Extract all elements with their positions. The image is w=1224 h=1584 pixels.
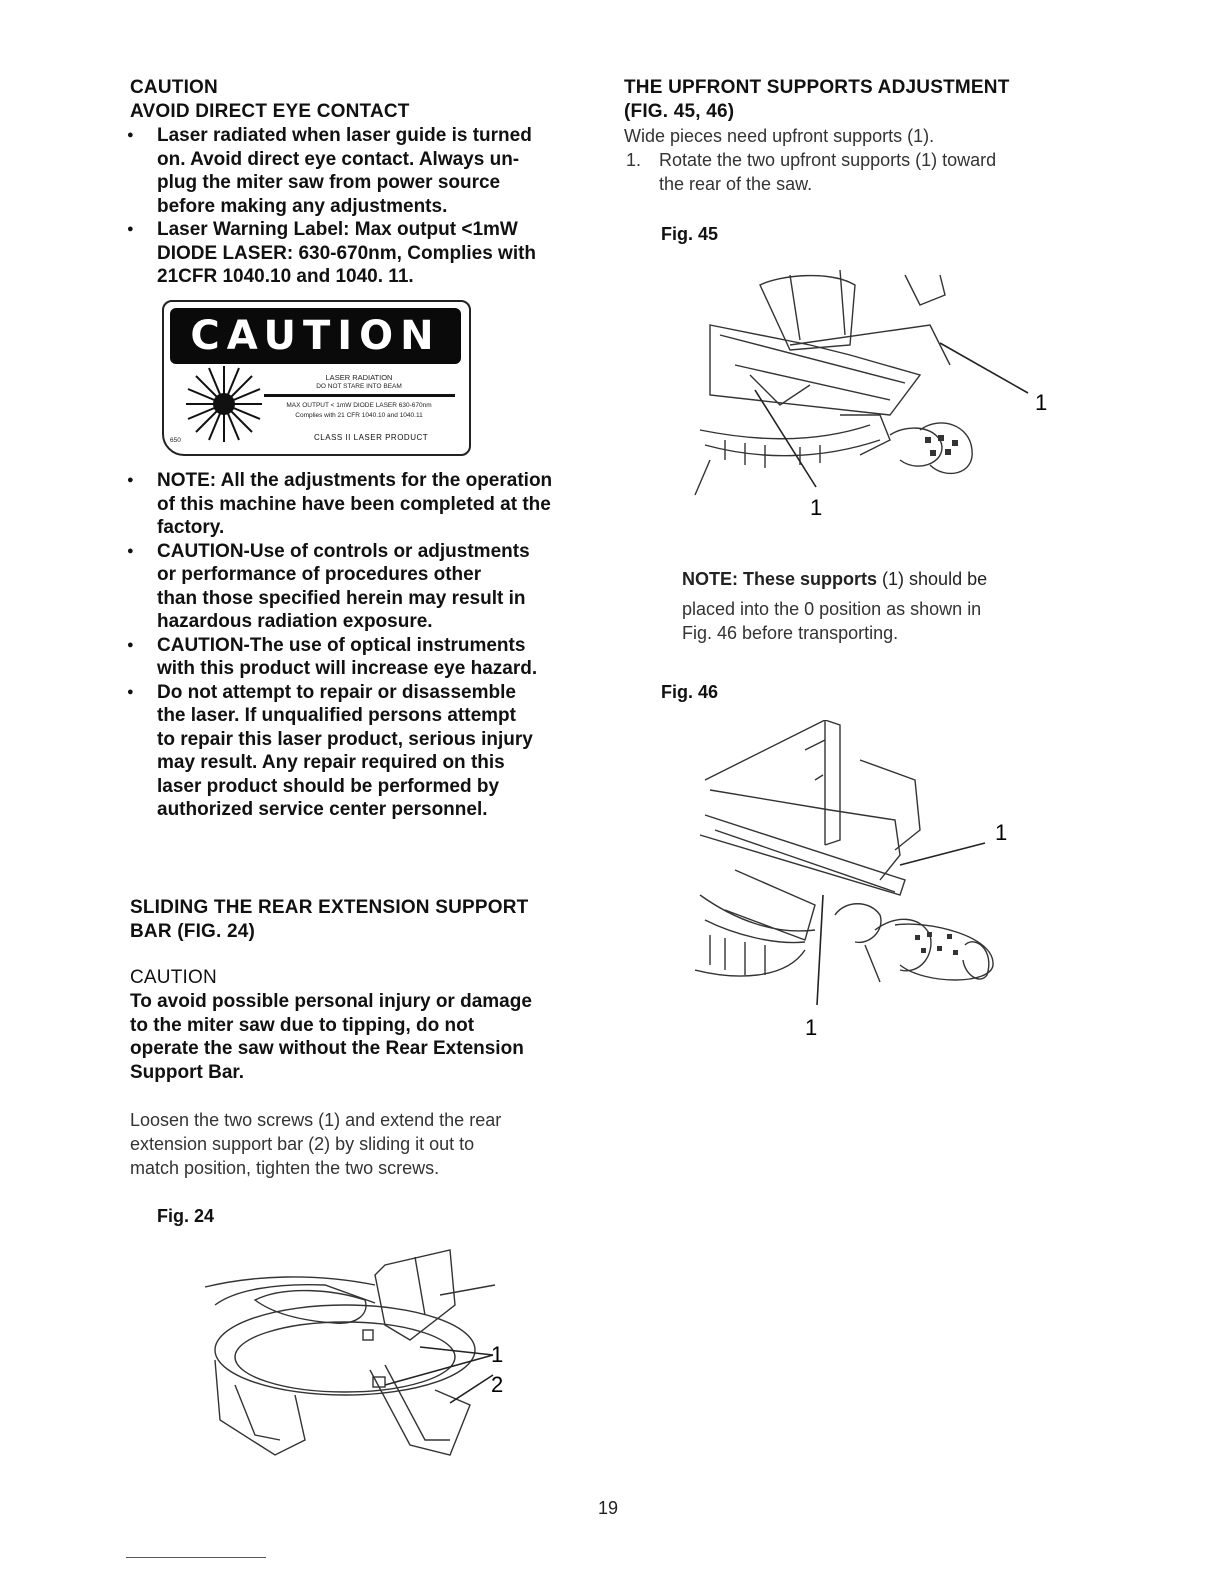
sliding-heading: SLIDING THE REAR EXTENSION SUPPORT BAR (FIG. 24) [130,897,529,942]
step-text: Rotate the two upfront supports (1) toward the rear of the saw. [659,150,997,194]
fig-45-callout-2: 1 [810,495,823,520]
label-divider [264,394,455,397]
laser-caution-label: CAUTION LASER RADIATION DO NOT STARE INTO BEAM MAX OUTPUT < 1mW DIODE LASER 630-670nm Complies with 21 CFR 1040.10 and 1040.11 CLASS II LASER PRODUCT 650 [162,300,471,456]
laser-starburst-icon [184,364,264,444]
fig-45-illustration [690,265,1070,525]
fig-46-label: Fig. 46 [661,682,719,702]
list-item: ● Laser radiated when laser guide is turned on. Avoid direct eye contact. Always un- plug the miter saw from power source before making any adjustments. [127,124,597,218]
list-item: ● Laser Warning Label: Max output <1mW DIODE LASER: 630-670nm, Complies with 21CFR 1040.10 and 1040. 11. [127,218,597,289]
transport-note-rest: placed into the 0 position as shown in Fig. 46 before transporting. [682,599,982,643]
list-item: ● CAUTION-Use of controls or adjustments or performance of procedures other than those specified herein may result in hazardous radiation exposure. [127,540,607,634]
fig-24-label: Fig. 24 [157,1206,215,1226]
list-item: ● NOTE: All the adjustments for the operation of this machine have been completed at the factory. [127,469,607,540]
caution-heading: CAUTION [130,77,218,98]
list-item: ● Do not attempt to repair or disassemble the laser. If unqualified persons attempt to repair this laser product, serious injury may result. Any repair required on this laser product should be performed by authorized service center personnel. [127,681,607,822]
caution-banner: CAUTION [170,308,461,364]
list-item: ● CAUTION-The use of optical instruments with this product will increase eye hazard. [127,634,607,681]
eye-warning-list [127,124,597,289]
transport-note-line-1: NOTE: These supports (1) should be [682,569,988,589]
footer-rule [126,1557,266,1558]
page-number: 19 [598,1498,619,1518]
fig-45-label: Fig. 45 [661,224,719,244]
eye-contact-heading: AVOID DIRECT EYE CONTACT [130,101,410,122]
fig-45-callout-1: 1 [1035,390,1048,415]
caution-heading-2: CAUTION [130,967,217,988]
fig-24-callout-1: 1 [491,1342,504,1367]
upfront-supports-heading: THE UPFRONT SUPPORTS ADJUSTMENT (FIG. 45, 46) [624,77,1010,122]
fig-46-callout-1: 1 [995,820,1008,845]
fig-24-illustration [195,1245,525,1470]
fig-24-callout-2: 2 [491,1372,504,1397]
loosen-instructions: Loosen the two screws (1) and extend the rear extension support bar (2) by sliding it out to match position, tighten the two screws. [130,1110,502,1178]
step-number: 1. [626,150,642,170]
laser-notes-list [127,469,607,822]
fig-46-callout-2: 1 [805,1015,818,1040]
upfront-intro: Wide pieces need upfront supports (1). [624,126,935,146]
tipping-caution-text: To avoid possible personal injury or damage to the miter saw due to tipping, do not operate the saw without the Rear Extension Support Bar. [130,991,532,1083]
fig-46-illustration [695,720,1025,1040]
